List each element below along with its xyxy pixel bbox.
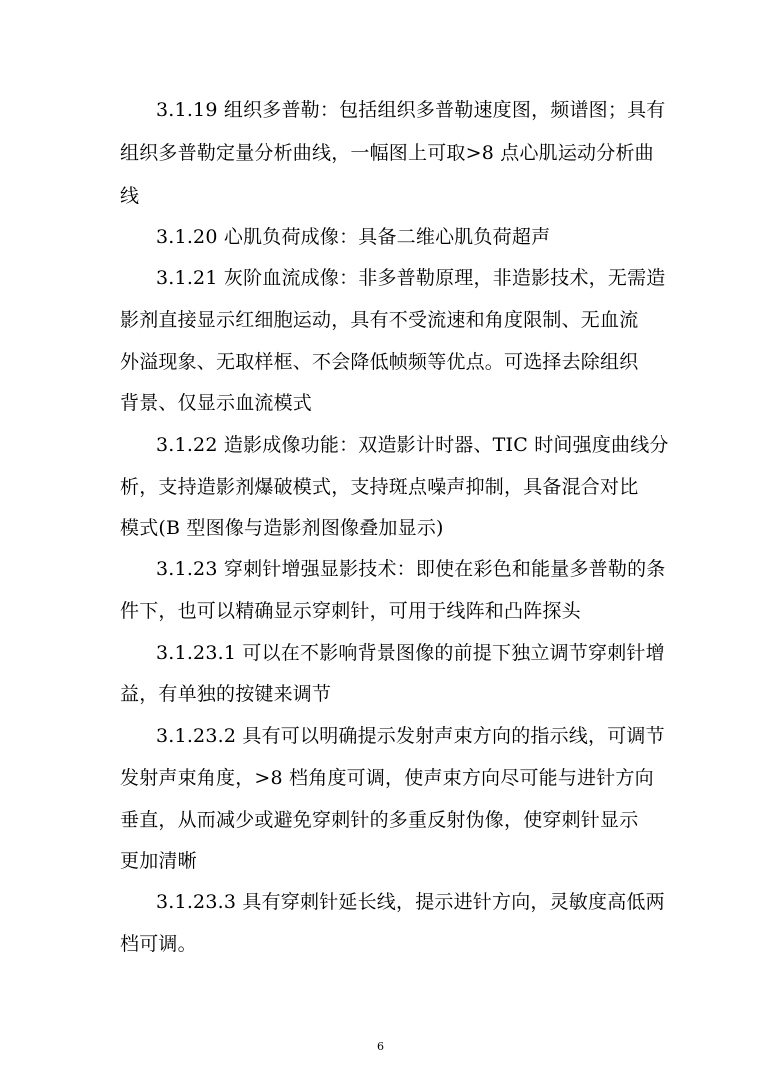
spec-3-1-21-line-4: 背景、仅显示血流模式: [120, 392, 313, 414]
spec-3-1-21-line-1: 3.1.21 灰阶血流成像：非多普勒原理，非造影技术，无需造: [156, 267, 666, 289]
spec-3-1-23-line-2: 件下，也可以精确显示穿刺针，可用于线阵和凸阵探头: [120, 600, 581, 622]
spec-3-1-19-line-3: 线: [120, 185, 140, 207]
spec-3-1-23-1-line-1: 3.1.23.1 可以在不影响背景图像的前提下独立调节穿刺针增: [156, 642, 665, 664]
spec-3-1-23-2-line-2: 发射声束角度，>8 档角度可调，使声束方向尽可能与进针方向: [120, 767, 654, 789]
spec-3-1-19-line-1: 3.1.19 组织多普勒：包括组织多普勒速度图，频谱图；具有: [156, 99, 666, 121]
spec-3-1-23-2-line-3: 垂直，从而减少或避免穿刺针的多重反射伪像，使穿刺针显示: [120, 809, 639, 831]
spec-3-1-23-2-line-1: 3.1.23.2 具有可以明确提示发射声束方向的指示线，可调节: [156, 725, 665, 747]
spec-3-1-22-line-1: 3.1.22 造影成像功能：双造影计时器、TIC 时间强度曲线分: [156, 434, 669, 456]
spec-3-1-23-1-line-2: 益，有单独的按键来调节: [120, 683, 332, 705]
spec-3-1-23-3-line-1: 3.1.23.3 具有穿刺针延长线，提示进针方向，灵敏度高低两: [156, 891, 665, 913]
spec-3-1-23-3-line-2: 档可调。: [120, 933, 197, 955]
spec-3-1-20-line-1: 3.1.20 心肌负荷成像：具备二维心肌负荷超声: [156, 226, 551, 248]
spec-3-1-21-line-2: 影剂直接显示红细胞运动，具有不受流速和角度限制、无血流: [120, 309, 639, 331]
spec-3-1-23-2-line-4: 更加清晰: [120, 850, 197, 872]
spec-3-1-19-line-2: 组织多普勒定量分析曲线，一幅图上可取>8 点心肌运动分析曲: [120, 142, 654, 164]
spec-3-1-22-line-2: 析，支持造影剂爆破模式，支持斑点噪声抑制，具备混合对比: [120, 476, 639, 498]
page-number: 6: [377, 1040, 384, 1053]
spec-3-1-23-line-1: 3.1.23 穿刺针增强显影技术：即使在彩色和能量多普勒的条: [156, 558, 666, 580]
spec-3-1-22-line-3: 模式(B 型图像与造影剂图像叠加显示): [120, 517, 444, 539]
spec-3-1-21-line-3: 外溢现象、无取样框、不会降低帧频等优点。可选择去除组织: [120, 351, 639, 373]
